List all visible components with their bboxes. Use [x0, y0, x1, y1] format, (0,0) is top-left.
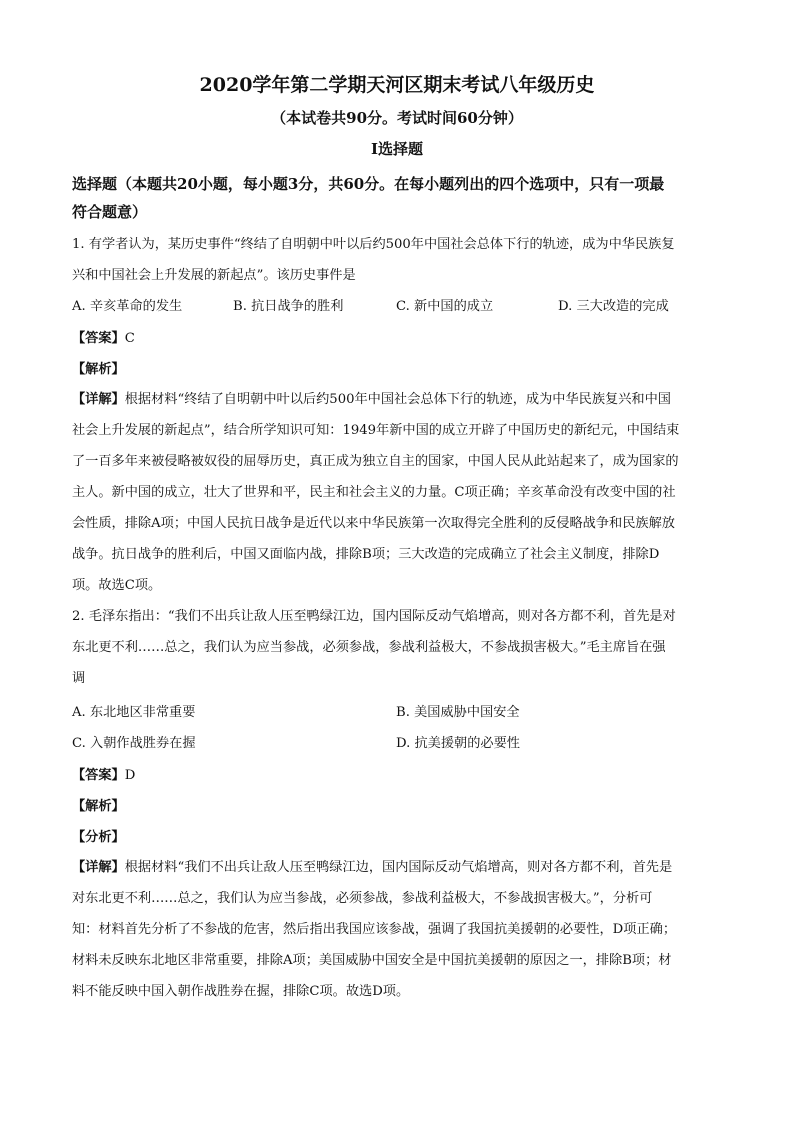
analysis-label: 【解析】	[72, 799, 125, 814]
option-b: B. 抗日战争的胜利	[233, 299, 344, 314]
detail-line: 【详解】根据材料“终结了自明朝中叶以后约500年中国社会总体下行的轨迹，成为中华民族复兴和中国	[72, 392, 671, 407]
question-2-stem	[72, 601, 722, 694]
question-2-options-row-2	[72, 728, 722, 759]
option-d: D. 抗美援朝的必要性	[396, 736, 520, 751]
detail-line: 社会上升发展的新起点”，结合所学知识可知：1949年新中国的成立开辟了中国历史的新纪元，中国结束	[72, 423, 680, 438]
detail-line: 了一百多年来被侵略被奴役的屈辱历史，真正成为独立自主的国家，中国人民从此站起来了，成为国家的	[72, 454, 679, 469]
answer-label: 【答案】	[72, 331, 125, 346]
question-stem-line: 调	[72, 671, 86, 686]
option-c: C. 入朝作战胜券在握	[72, 736, 196, 751]
detail-line: 知：材料首先分析了不参战的危害，然后指出我国应该参战，强调了我国抗美援朝的必要性，D项正确；	[72, 922, 677, 937]
question-1-stem	[72, 229, 722, 291]
question-stem-line: 兴和中国社会上升发展的新起点”。该历史事件是	[72, 268, 356, 283]
question-2-fenxi-label	[72, 826, 125, 845]
option-d: D. 三大改造的完成	[558, 299, 669, 314]
analysis-label: 【解析】	[72, 362, 125, 377]
option-b: B. 美国威胁中国安全	[396, 705, 520, 720]
answer-value: C	[124, 331, 135, 346]
question-1-detail	[72, 384, 722, 601]
detail-line: 【详解】根据材料“我们不出兵让敌人压至鸭绿江边，国内国际反动气焰增高，则对各方都不利，首先是	[72, 860, 673, 875]
option-a: A. 东北地区非常重要	[72, 705, 196, 720]
question-stem-line: 2. 毛泽东指出：“我们不出兵让敌人压至鸭绿江边，国内国际反动气焰增高，则对各方都不利，首先是对	[72, 609, 676, 624]
detail-line: 料不能反映中国入朝作战胜券在握，排除C项。故选D项。	[72, 984, 410, 999]
question-stem-line: 1. 有学者认为，某历史事件“终结了自明朝中叶以后约500年中国社会总体下行的轨迹，成为中华民族复	[72, 237, 675, 252]
detail-line: 战争。抗日战争的胜利后，中国又面临内战，排除B项；三大改造的完成确立了社会主义制度，排除D	[72, 547, 660, 562]
exam-title: 2020学年第二学期天河区期末考试八年级历史	[199, 74, 595, 96]
instruction-line: 符合题意）	[72, 203, 148, 221]
question-1-answer	[72, 327, 135, 346]
detail-label: 【详解】	[72, 860, 125, 875]
detail-label: 【详解】	[72, 392, 125, 407]
section-instructions	[72, 170, 722, 226]
question-2-answer	[72, 764, 135, 783]
detail-line: 项。故选C项。	[72, 578, 162, 593]
instruction-line: 选择题（本题共20小题，每小题3分，共60分。在每小题列出的四个选项中，只有一项最	[72, 175, 665, 193]
question-2-options-row-1	[72, 697, 722, 728]
question-1-options	[72, 291, 722, 322]
exam-subtitle: （本试卷共90分。考试时间60分钟）	[271, 109, 523, 127]
detail-line: 材料未反映东北地区非常重要，排除A项；美国威胁中国安全是中国抗美援朝的原因之一，排除B项；材	[72, 953, 672, 968]
option-a: A. 辛亥革命的发生	[72, 299, 183, 314]
question-1-analysis-label	[72, 358, 125, 377]
answer-value: D	[124, 768, 136, 783]
detail-line: 会性质，排除A项；中国人民抗日战争是近代以来中华民族第一次取得完全胜利的反侵略战争和民族解放	[72, 516, 675, 531]
detail-line: 对东北更不利……总之，我们认为应当参战，必须参战，参战利益极大，不参战损害极大。”，分析可	[72, 891, 653, 906]
fenxi-label: 【分析】	[72, 830, 125, 845]
detail-line: 主人。新中国的成立，壮大了世界和平，民主和社会主义的力量。C项正确；辛亥革命没有改变中国的社	[72, 485, 676, 500]
answer-label: 【答案】	[72, 768, 125, 783]
question-2-analysis-label	[72, 795, 125, 814]
question-2-detail	[72, 852, 722, 1007]
section-heading: I选择题	[370, 140, 424, 158]
question-stem-line: 东北更不利……总之，我们认为应当参战，必须参战，参战利益极大，不参战损害极大。”毛主席旨在强	[72, 640, 666, 655]
option-c: C. 新中国的成立	[396, 299, 494, 314]
